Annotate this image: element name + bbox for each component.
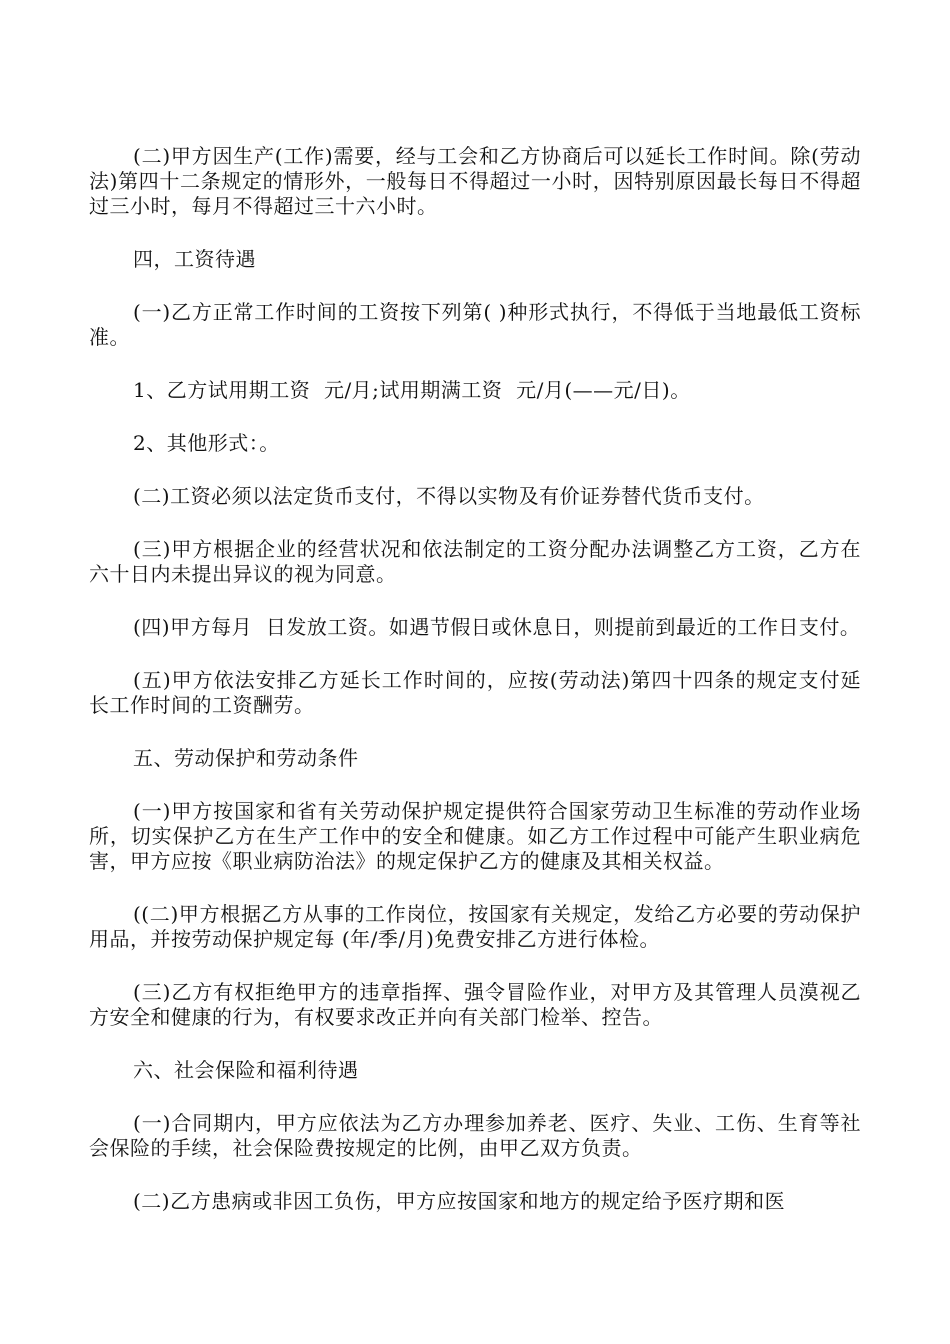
paragraph-wage-adjust: (三)甲方根据企业的经营状况和依法制定的工资分配办法调整乙方工资，乙方在六十日内未提出异议的视为同意。 xyxy=(89,537,861,586)
paragraph-other-form: 2、其他形式：。 xyxy=(133,431,280,455)
paragraph-protective-gear: ((二)甲方根据乙方从事的工作岗位，按国家有关规定，发给乙方必要的劳动保护用品，并按劳动保护规定每 (年/季/月)免费安排乙方进行体检。 xyxy=(89,902,861,951)
section-heading-wages: 四，工资待遇 xyxy=(133,247,256,271)
document-page xyxy=(89,144,861,1242)
paragraph-social-insurance: (一)合同期内，甲方应依法为乙方办理参加养老、医疗、失业、工伤、生育等社会保险的手续，社会保险费按规定的比例，由甲乙双方负责。 xyxy=(89,1111,861,1160)
paragraph-wage-form: (一)乙方正常工作时间的工资按下列第( )种形式执行，不得低于当地最低工资标准。 xyxy=(89,300,861,349)
section-heading-insurance: 六、社会保险和福利待遇 xyxy=(133,1058,359,1082)
section-heading-protection: 五、劳动保护和劳动条件 xyxy=(133,746,359,770)
paragraph-probation-wage: 1、乙方试用期工资 元/月;试用期满工资 元/月(——元/日)。 xyxy=(133,378,691,402)
paragraph-workplace-safety: (一)甲方按国家和省有关劳动保护规定提供符合国家劳动卫生标准的劳动作业场所，切实保护乙方在生产工作中的安全和健康。如乙方工作过程中可能产生职业病危害，甲方应按《职业病防治法》的规定保护乙方的健康及其相关权益。 xyxy=(89,799,861,873)
paragraph-overtime-pay: (五)甲方依法安排乙方延长工作时间的，应按(劳动法)第四十四条的规定支付延长工作时间的工资酬劳。 xyxy=(89,668,861,717)
paragraph-payday: (四)甲方每月 日发放工资。如遇节假日或休息日，则提前到最近的工作日支付。 xyxy=(133,615,861,639)
paragraph-currency: (二)工资必须以法定货币支付，不得以实物及有价证券替代货币支付。 xyxy=(133,484,765,508)
paragraph-sick-leave: (二)乙方患病或非因工负伤，甲方应按国家和地方的规定给予医疗期和医 xyxy=(133,1189,786,1213)
paragraph-overtime: (二)甲方因生产(工作)需要，经与工会和乙方协商后可以延长工作时间。除(劳动法)第四十二条规定的情形外，一般每日不得超过一小时，因特别原因最长每日不得超过三小时，每月不得超过三十六小时。 xyxy=(89,144,861,218)
paragraph-refuse-rights: (三)乙方有权拒绝甲方的违章指挥、强令冒险作业，对甲方及其管理人员漠视乙方安全和健康的行为，有权要求改正并向有关部门检举、控告。 xyxy=(89,980,861,1029)
